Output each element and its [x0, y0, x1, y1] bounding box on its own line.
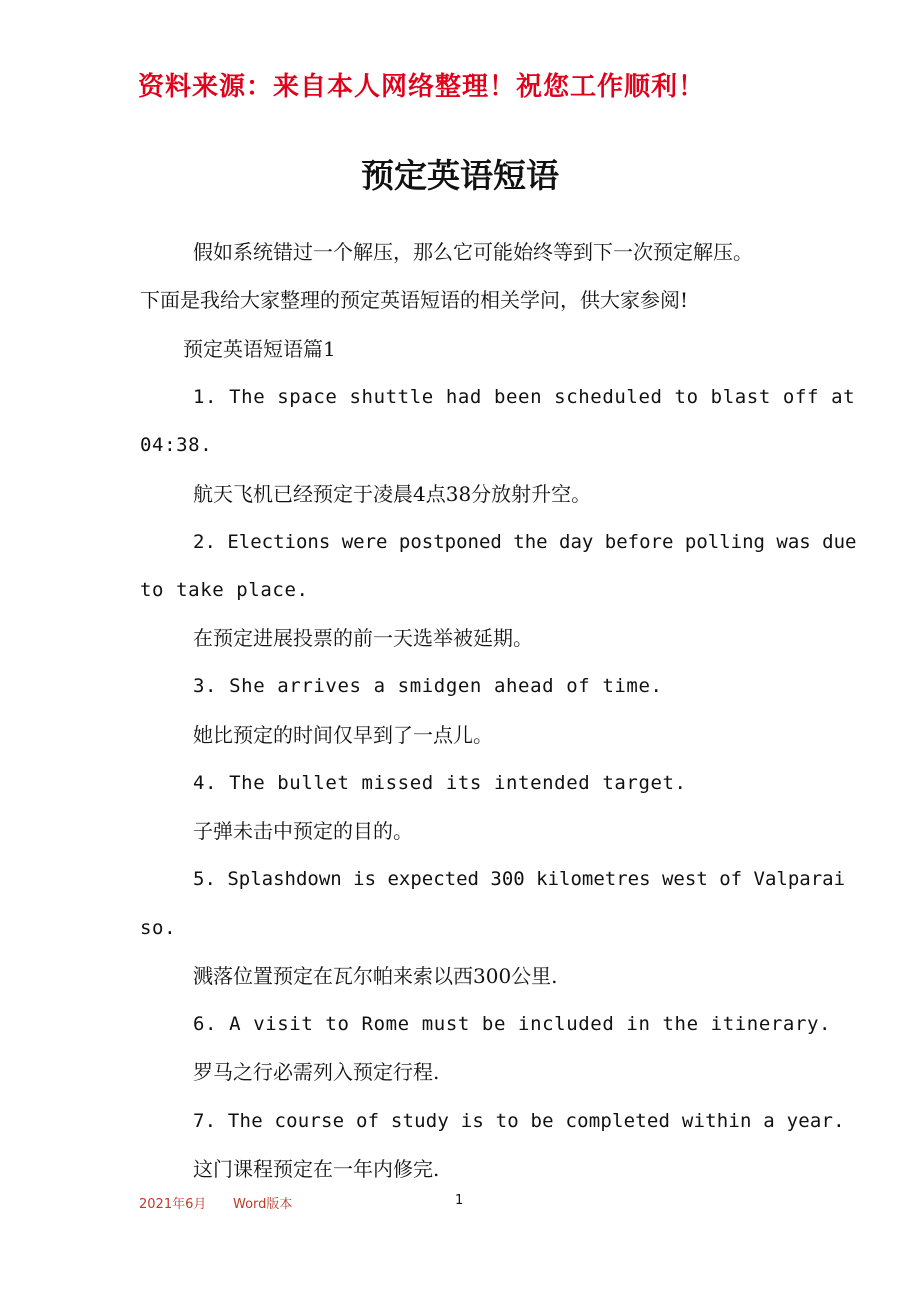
item-2-chinese: 在预定进展投票的前一天选举被延期。 [193, 626, 533, 650]
intro-paragraph-line-1: 假如系统错过一个解压，那么它可能始终等到下一次预定解压。 [193, 240, 753, 264]
item-1-english-line-2: 04:38. [140, 434, 213, 456]
item-2-english-line-2: to take place. [140, 579, 309, 601]
item-2-english-line-1: 2. Elections were postponed the day before polling was due [193, 531, 857, 553]
source-banner: 资料来源：来自本人网络整理！祝您工作顺利！ [138, 72, 706, 102]
item-6-english: 6. A visit to Rome must be included in the itinerary. [193, 1013, 832, 1035]
item-4-english: 4. The bullet missed its intended target. [193, 772, 687, 794]
document-title: 预定英语短语 [361, 156, 559, 195]
footer-date: 2021年6月 [139, 1197, 207, 1212]
section-heading: 预定英语短语篇1 [183, 337, 336, 361]
item-1-chinese: 航天飞机已经预定于凌晨4点38分放射升空。 [193, 482, 592, 506]
item-5-english-line-2: so. [140, 917, 177, 939]
footer-page-number: 1 [455, 1193, 464, 1208]
item-3-chinese: 她比预定的时间仅早到了一点儿。 [193, 723, 493, 747]
item-5-chinese: 溅落位置预定在瓦尔帕来索以西300公里. [193, 964, 558, 988]
intro-paragraph-line-2: 下面是我给大家整理的预定英语短语的相关学问，供大家参阅! [140, 288, 689, 312]
item-4-chinese: 子弹未击中预定的目的。 [193, 819, 413, 843]
item-7-english: 7. The course of study is to be completed within a year. [193, 1110, 845, 1132]
item-3-english: 3. She arrives a smidgen ahead of time. [193, 675, 663, 697]
item-5-english-line-1: 5. Splashdown is expected 300 kilometres west of Valparai [193, 868, 846, 890]
item-7-chinese: 这门课程预定在一年内修完. [193, 1157, 440, 1181]
footer-version: Word版本 [233, 1197, 293, 1212]
item-1-english-line-1: 1. The space shuttle had been scheduled to blast off at [193, 386, 856, 408]
item-6-chinese: 罗马之行必需列入预定行程. [193, 1060, 440, 1084]
